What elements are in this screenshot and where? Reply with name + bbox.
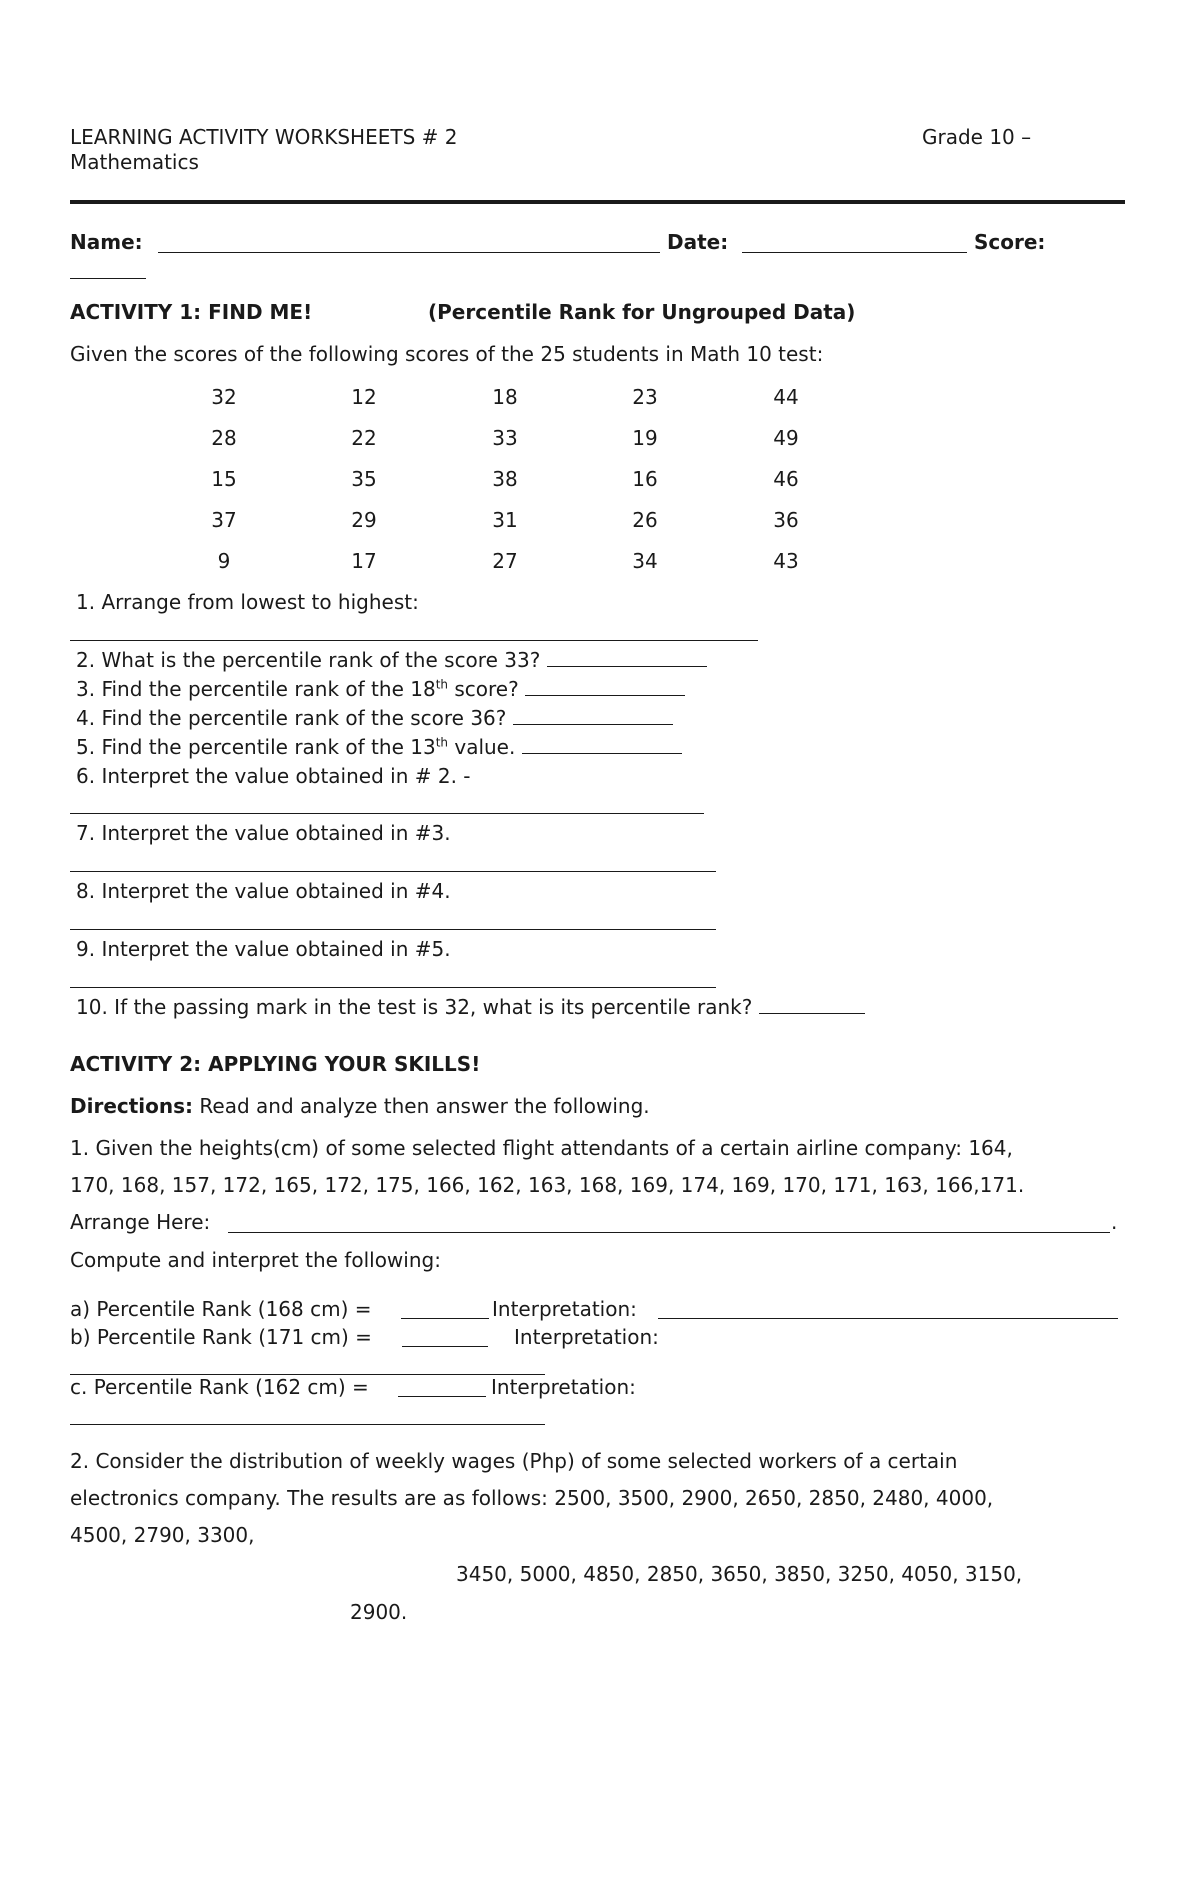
question-10 bbox=[76, 995, 865, 1019]
score-cell: 44 bbox=[773, 385, 799, 409]
question-8: 8. Interpret the value obtained in #4. bbox=[76, 879, 451, 903]
question-3-text: 3. Find the percentile rank of the 18 bbox=[76, 677, 436, 701]
score-cell: 16 bbox=[632, 467, 658, 491]
ordinal-suffix: th bbox=[435, 677, 448, 692]
score-cell: 18 bbox=[492, 385, 518, 409]
problem-2-line-1: 2. Consider the distribution of weekly wages (Php) of some selected workers of a certain bbox=[70, 1449, 958, 1473]
answer-blank-4[interactable] bbox=[513, 706, 673, 725]
score-cell: 32 bbox=[211, 385, 237, 409]
item-b-answer[interactable] bbox=[402, 1346, 488, 1347]
question-5-text-end: value. bbox=[448, 735, 516, 759]
score-cell: 37 bbox=[211, 508, 237, 532]
answer-blank-3[interactable] bbox=[525, 677, 685, 696]
score-cell: 43 bbox=[773, 549, 799, 573]
score-cell: 26 bbox=[632, 508, 658, 532]
score-cell: 19 bbox=[632, 426, 658, 450]
question-10-text: 10. If the passing mark in the test is 32, what is its percentile rank? bbox=[76, 995, 753, 1019]
subject-label: Mathematics bbox=[70, 150, 199, 174]
score-cell: 28 bbox=[211, 426, 237, 450]
score-cell: 22 bbox=[351, 426, 377, 450]
item-b-label: b) Percentile Rank (171 cm) = bbox=[70, 1325, 372, 1349]
problem-2-line-5: 2900. bbox=[350, 1600, 408, 1624]
question-3 bbox=[76, 677, 685, 701]
item-b-interpretation-label: Interpretation: bbox=[514, 1325, 659, 1349]
question-6: 6. Interpret the value obtained in # 2. - bbox=[76, 764, 471, 788]
question-2 bbox=[76, 648, 707, 672]
date-field[interactable] bbox=[742, 252, 967, 253]
score-cell: 15 bbox=[211, 467, 237, 491]
score-cell: 36 bbox=[773, 508, 799, 532]
answer-line-1[interactable] bbox=[70, 640, 758, 641]
score-cell: 9 bbox=[217, 549, 231, 573]
problem-1-line-1: 1. Given the heights(cm) of some selected flight attendants of a certain airline company: 164, bbox=[70, 1136, 1013, 1160]
worksheet-title: LEARNING ACTIVITY WORKSHEETS # 2 bbox=[70, 125, 458, 149]
item-c-interpretation-label: Interpretation: bbox=[491, 1375, 636, 1399]
grade-label: Grade 10 – bbox=[922, 125, 1032, 149]
score-cell: 46 bbox=[773, 467, 799, 491]
question-5-text: 5. Find the percentile rank of the 13 bbox=[76, 735, 436, 759]
answer-blank-5[interactable] bbox=[522, 735, 682, 754]
name-field[interactable] bbox=[158, 252, 660, 253]
score-cell: 23 bbox=[632, 385, 658, 409]
question-4 bbox=[76, 706, 673, 730]
header-divider bbox=[70, 200, 1125, 204]
score-cell: 33 bbox=[492, 426, 518, 450]
problem-2-line-2: electronics company. The results are as follows: 2500, 3500, 2900, 2650, 2850, 2480, 4000, bbox=[70, 1486, 994, 1510]
score-cell: 35 bbox=[351, 467, 377, 491]
question-7: 7. Interpret the value obtained in #3. bbox=[76, 821, 451, 845]
question-1: 1. Arrange from lowest to highest: bbox=[76, 590, 419, 614]
score-cell: 49 bbox=[773, 426, 799, 450]
question-9: 9. Interpret the value obtained in #5. bbox=[76, 937, 451, 961]
question-4-text: 4. Find the percentile rank of the score 36? bbox=[76, 706, 507, 730]
score-cell: 34 bbox=[632, 549, 658, 573]
score-label: Score: bbox=[974, 230, 1046, 254]
answer-line-7[interactable] bbox=[70, 871, 716, 872]
item-c-label: c. Percentile Rank (162 cm) = bbox=[70, 1375, 369, 1399]
question-2-text: 2. What is the percentile rank of the score 33? bbox=[76, 648, 541, 672]
answer-line-6[interactable] bbox=[70, 813, 704, 814]
item-c-answer[interactable] bbox=[398, 1396, 486, 1397]
activity1-intro: Given the scores of the following scores of the 25 students in Math 10 test: bbox=[70, 342, 824, 366]
item-a-interpretation-label: Interpretation: bbox=[492, 1297, 637, 1321]
item-a-interpretation-field[interactable] bbox=[658, 1318, 1118, 1319]
item-a-answer[interactable] bbox=[401, 1318, 489, 1319]
score-cell: 29 bbox=[351, 508, 377, 532]
activity1-subtitle: (Percentile Rank for Ungrouped Data) bbox=[428, 300, 856, 324]
directions-label: Directions: bbox=[70, 1094, 194, 1118]
answer-line-9[interactable] bbox=[70, 987, 716, 988]
arrange-period: . bbox=[1111, 1210, 1118, 1234]
answer-blank-2[interactable] bbox=[547, 648, 707, 667]
score-cell: 31 bbox=[492, 508, 518, 532]
answer-blank-10[interactable] bbox=[759, 995, 865, 1014]
arrange-field[interactable] bbox=[228, 1232, 1110, 1233]
directions-text: Read and analyze then answer the following. bbox=[193, 1094, 650, 1118]
activity2-title: ACTIVITY 2: APPLYING YOUR SKILLS! bbox=[70, 1052, 481, 1076]
name-label: Name: bbox=[70, 230, 143, 254]
directions bbox=[70, 1094, 650, 1118]
problem-2-line-4: 3450, 5000, 4850, 2850, 3650, 3850, 3250, 4050, 3150, bbox=[456, 1562, 1023, 1586]
problem-2-line-3: 4500, 2790, 3300, bbox=[70, 1523, 255, 1547]
item-c-interpretation-field[interactable] bbox=[70, 1424, 545, 1425]
score-cell: 38 bbox=[492, 467, 518, 491]
question-3-text-end: score? bbox=[448, 677, 519, 701]
score-field[interactable] bbox=[70, 278, 146, 279]
item-a-label: a) Percentile Rank (168 cm) = bbox=[70, 1297, 372, 1321]
compute-instruction: Compute and interpret the following: bbox=[70, 1248, 441, 1272]
ordinal-suffix: th bbox=[435, 735, 448, 750]
question-5 bbox=[76, 735, 682, 759]
score-cell: 12 bbox=[351, 385, 377, 409]
score-cell: 27 bbox=[492, 549, 518, 573]
activity1-title: ACTIVITY 1: FIND ME! bbox=[70, 300, 313, 324]
problem-1-line-2: 170, 168, 157, 172, 165, 172, 175, 166, 162, 163, 168, 169, 174, 169, 170, 171, 163, 166,171. bbox=[70, 1173, 1025, 1197]
score-cell: 17 bbox=[351, 549, 377, 573]
date-label: Date: bbox=[667, 230, 729, 254]
arrange-label: Arrange Here: bbox=[70, 1210, 211, 1234]
answer-line-8[interactable] bbox=[70, 929, 716, 930]
